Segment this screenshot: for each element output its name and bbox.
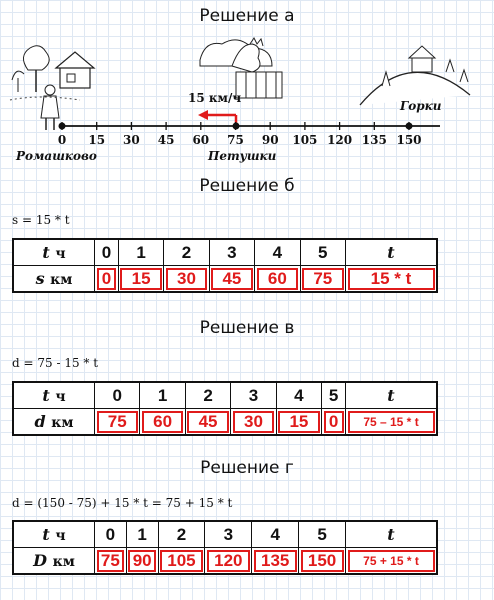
time-cell: 1 xyxy=(140,382,185,409)
row-unit: ч xyxy=(55,389,66,405)
time-var-cell: t xyxy=(346,239,438,266)
heading-solution-b: Решение б xyxy=(199,176,295,196)
value-cell: 135 xyxy=(252,548,299,575)
village-romashkovo-icon xyxy=(10,46,94,130)
table-row xyxy=(13,239,437,266)
value-cell: 15 xyxy=(276,409,321,436)
value-cell: 45 xyxy=(185,409,230,436)
formula-b: s = 15 * t xyxy=(12,213,70,227)
row-unit: км xyxy=(50,272,73,288)
value-cell: 60 xyxy=(140,409,185,436)
time-cell: 4 xyxy=(252,521,299,548)
value-cell: 90 xyxy=(126,548,158,575)
row-label-d: d xyxy=(34,412,46,431)
table-row xyxy=(13,521,437,548)
value-cell: 30 xyxy=(231,409,276,436)
time-var-cell: t xyxy=(346,521,438,548)
time-cell: 0 xyxy=(95,521,127,548)
value-cell: 75 xyxy=(300,266,345,293)
table-row xyxy=(13,548,437,575)
time-cell: 3 xyxy=(209,239,254,266)
row-unit: ч xyxy=(55,246,66,262)
time-cell: 2 xyxy=(185,382,230,409)
village-petushki-icon xyxy=(200,38,282,98)
heading-solution-v: Решение в xyxy=(199,318,295,338)
table-solution-b xyxy=(12,238,438,293)
value-cell: 0 xyxy=(95,266,119,293)
time-cell: 4 xyxy=(255,239,300,266)
time-cell: 5 xyxy=(299,521,346,548)
time-cell: 2 xyxy=(164,239,209,266)
tick-label: 30 xyxy=(123,133,140,147)
formula-g: d = (150 - 75) + 15 * t = 75 + 15 * t xyxy=(12,496,233,510)
place-petushki: Петушки xyxy=(208,149,277,163)
time-cell: 2 xyxy=(158,521,205,548)
tick-label: 90 xyxy=(261,133,279,147)
expr-cell: 75 + 15 * t xyxy=(346,548,438,575)
heading-solution-a: Решение а xyxy=(199,6,295,26)
tick-label: 0 xyxy=(57,133,67,147)
row-label-s: s xyxy=(35,269,45,288)
table-row xyxy=(13,382,437,409)
time-var-cell: t xyxy=(346,382,438,409)
value-cell: 0 xyxy=(322,409,346,436)
formula-v: d = 75 - 15 * t xyxy=(12,356,99,370)
village-gorki-icon xyxy=(360,46,470,105)
tick-label: 45 xyxy=(157,133,175,147)
place-gorki: Горки xyxy=(400,99,442,113)
row-unit: км xyxy=(51,415,74,431)
tick-label: 75 xyxy=(227,133,244,147)
row-label-D: D xyxy=(33,551,47,570)
row-label-t: t xyxy=(42,525,50,544)
time-cell: 4 xyxy=(276,382,321,409)
tick-label: 120 xyxy=(327,133,353,147)
time-cell: 3 xyxy=(231,382,276,409)
tick-label: 105 xyxy=(292,133,318,147)
tick-label: 60 xyxy=(192,133,210,147)
time-cell: 1 xyxy=(126,521,158,548)
place-romashkovo: Ромашково xyxy=(16,149,97,163)
time-cell: 3 xyxy=(205,521,252,548)
table-row xyxy=(13,409,437,436)
value-cell: 15 xyxy=(118,266,163,293)
expr-cell: 75 – 15 * t xyxy=(346,409,438,436)
time-cell: 5 xyxy=(322,382,346,409)
time-cell: 1 xyxy=(118,239,163,266)
value-cell: 120 xyxy=(205,548,252,575)
value-cell: 45 xyxy=(209,266,254,293)
tick-label: 135 xyxy=(361,133,387,147)
number-line-illustration xyxy=(0,30,494,180)
time-cell: 0 xyxy=(95,239,119,266)
value-cell: 30 xyxy=(164,266,209,293)
table-solution-g xyxy=(12,520,438,575)
row-unit: км xyxy=(52,554,75,570)
tick-label: 15 xyxy=(88,133,106,147)
heading-solution-g: Решение г xyxy=(200,458,294,478)
value-cell: 75 xyxy=(95,548,127,575)
value-cell: 75 xyxy=(95,409,140,436)
row-label-t: t xyxy=(42,243,50,262)
tick-label: 150 xyxy=(396,133,422,147)
table-row xyxy=(13,266,437,293)
expr-cell: 15 * t xyxy=(346,266,438,293)
value-cell: 150 xyxy=(299,548,346,575)
time-cell: 5 xyxy=(300,239,345,266)
time-cell: 0 xyxy=(95,382,140,409)
speed-label: 15 км/ч xyxy=(188,91,242,105)
row-unit: ч xyxy=(55,528,66,544)
value-cell: 60 xyxy=(255,266,300,293)
table-solution-v xyxy=(12,381,438,436)
value-cell: 105 xyxy=(158,548,205,575)
row-label-t: t xyxy=(42,386,50,405)
